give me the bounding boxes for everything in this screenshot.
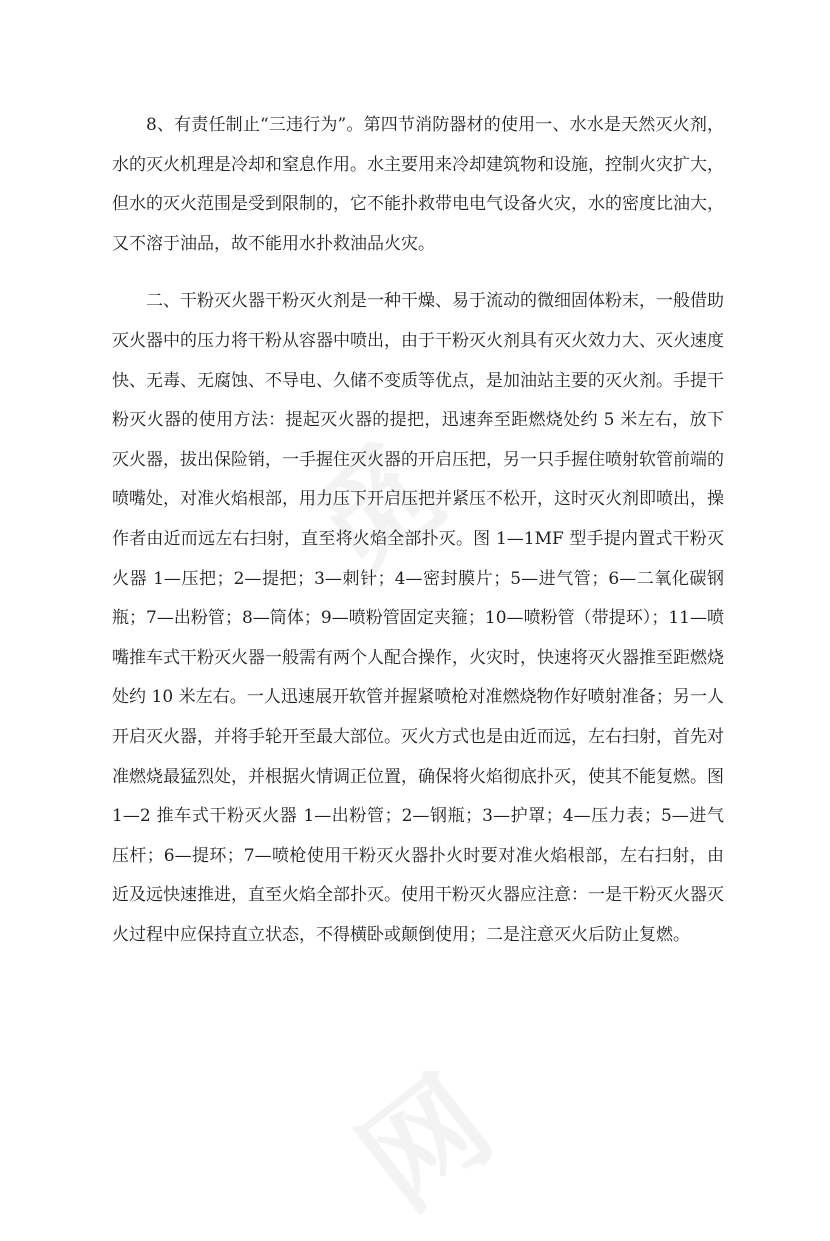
watermark: 觅: [286, 422, 467, 606]
document-body: [112, 106, 724, 973]
paragraph-dry-powder-extinguisher: 二、干粉灭火器干粉灭火剂是一种干燥、易于流动的微细固体粉末，一般借助灭火器中的压力将干粉从容器中喷出，由于干粉灭火剂具有灭火效力大、灭火速度快、无毒、无腐蚀、不导电、久储不变质等优点，是加油站主要的灭火剂。手提干粉灭火器的使用方法：提起灭火器的提把，迅速奔至距燃烧处约 5 米左右，放下灭火器，拔出保险销，一手握住灭火器的开启压把，另一只手握住喷射软管前端的喷嘴处，对准火焰根部，用力压下开启压把并紧压不松开，这时灭火剂即喷出，操作者由近而远左右扫射，直至将火焰全部扑灭。图 1—1MF 型手提内置式干粉灭火器 1—压把；2—提把；3—刺针；4—密封膜片；5—进气管；6—二氧化碳钢瓶；7—出粉管；8—筒体；9—喷粉管固定夹箍；10—喷粉管（带提环）；11—喷嘴推车式干粉灭火器一般需有两个人配合操作，火灾时，快速将灭火器推至距燃烧处约 10 米左右。一人迅速展开软管并握紧喷枪对准燃烧物作好喷射准备；另一人开启灭火器，并将手轮开至最大部位。灭火方式也是由近而远，左右扫射，首先对准燃烧最猛烈处，并根据火情调正位置，确保将火焰彻底扑灭，使其不能复燃。图 1—2 推车式干粉灭火器 1—出粉管；2—钢瓶；3—护罩；4—压力表；5—进气压杆；6—提环；7—喷枪使用干粉灭火器扑火时要对准火焰根部，左右扫射，由近及远快速推进，直至火焰全部扑灭。使用干粉灭火器应注意：一是干粉灭火器灭火过程中应保持直立状态，不得横卧或颠倒使用；二是注意灭火后防止复燃。: [112, 291, 724, 945]
paragraph-water-extinguishing: 8、有责任制止“三违行为”。第四节消防器材的使用一、水水是天然灭火剂，水的灭火机理是冷却和窒息作用。水主要用来冷却建筑物和设施，控制火灾扩大，但水的灭火范围是受到限制的，它不能扑救带电电气设备火灾，水的密度比油大，又不溶于油品，故不能用水扑救油品火灾。: [112, 115, 724, 254]
watermark: 网: [336, 1052, 517, 1236]
